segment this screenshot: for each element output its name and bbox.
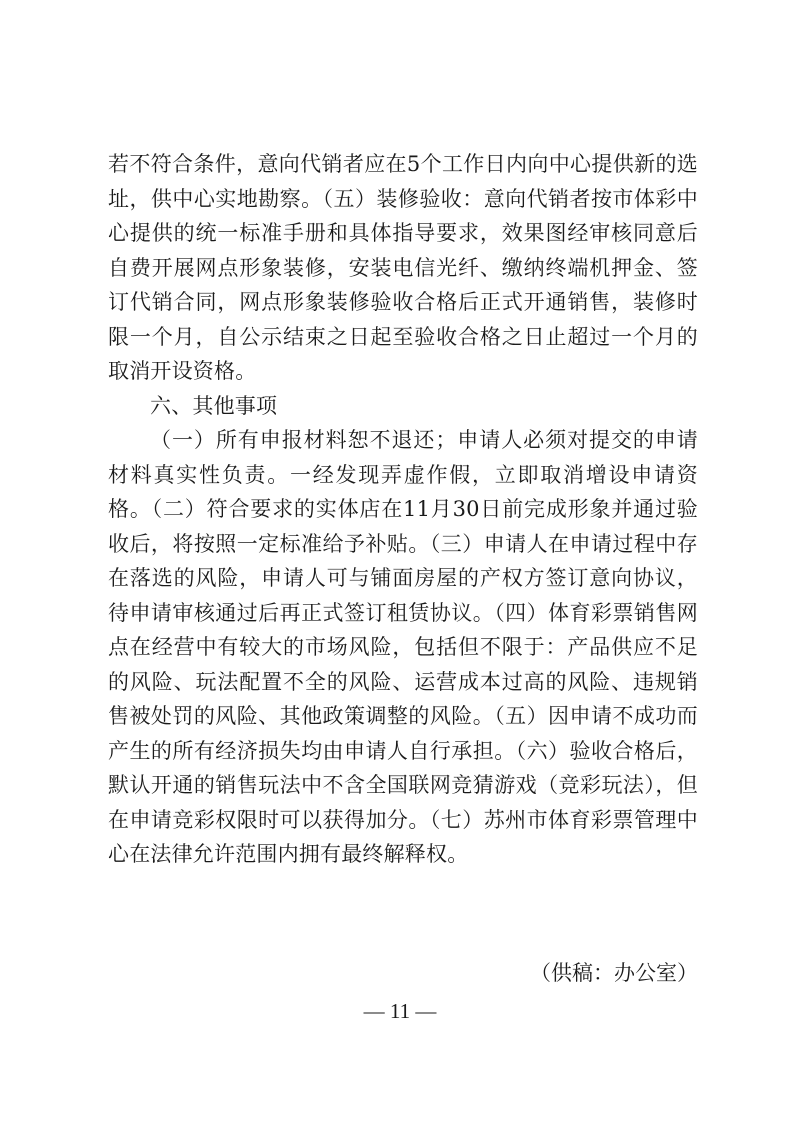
paragraph-other-matters: （一）所有申报材料恕不退还；申请人必须对提交的申请材料真实性负责。一经发现弄虚作假，立即取消增设申请资格。（二）符合要求的实体店在11月30日前完成形象并通过验收后，将按照一定标准给予补贴。（三）申请人在申请过程中存在落选的风险，申请人可与铺面房屋的产权方签订意向协议，待申请审核通过后再正式签订租赁协议。（四）体育彩票销售网点在经营中有较大的市场风险，包括但不限于：产品供应不足的风险、玩法配置不全的风险、运营成本过高的风险、违规销售被处罚的风险、其他政策调整的风险。（五）因申请不成功而产生的所有经济损失均由申请人自行承担。（六）验收合格后，默认开通的销售玩法中不含全国联网竞猜游戏（竞彩玩法），但在申请竞彩权限时可以获得加分。（七）苏州市体育彩票管理中心在法律允许范围内拥有最终解释权。: [108, 428, 698, 866]
credit-line: （供稿：办公室）: [530, 961, 698, 985]
paragraph-renovation-acceptance: 若不符合条件，意向代销者应在5个工作日内向中心提供新的选址，供中心实地勘察。（五）装修验收：意向代销者按市体彩中心提供的统一标准手册和具体指导要求，效果图经审核同意后自费开展网点形象装修，安装电信光纤、缴纳终端机押金、签订代销合同，网点形象装修验收合格后正式开通销售，装修时限一个月，自公示结束之日起至验收合格之日止超过一个月的取消开设资格。: [108, 152, 698, 383]
section-heading-other-matters: 六、其他事项: [150, 393, 278, 418]
page-number: — 11 —: [363, 999, 437, 1023]
document-body: [108, 147, 698, 872]
